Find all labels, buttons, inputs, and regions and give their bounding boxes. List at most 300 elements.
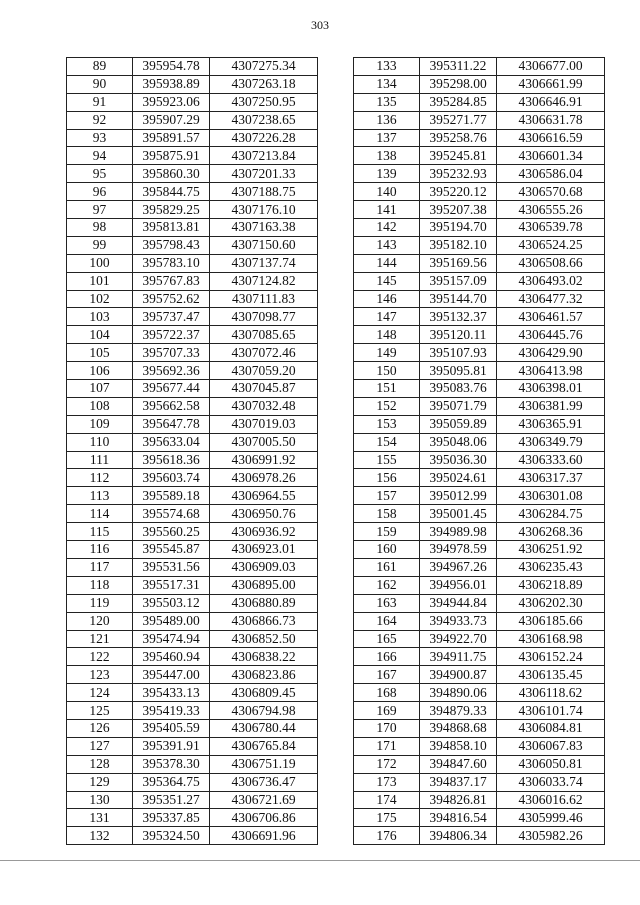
point-number-cell: 91 xyxy=(67,93,133,111)
x-coordinate-cell: 395245.81 xyxy=(420,147,497,165)
x-coordinate-cell: 395132.37 xyxy=(420,308,497,326)
point-number-cell: 106 xyxy=(67,362,133,380)
table-row xyxy=(67,827,318,845)
table-row xyxy=(354,791,605,809)
x-coordinate-cell: 395391.91 xyxy=(133,737,210,755)
point-number-cell: 154 xyxy=(354,433,420,451)
x-coordinate-cell: 395489.00 xyxy=(133,612,210,630)
x-coordinate-cell: 395603.74 xyxy=(133,469,210,487)
y-coordinate-cell: 4306809.45 xyxy=(210,684,318,702)
table-row xyxy=(354,487,605,505)
x-coordinate-cell: 395024.61 xyxy=(420,469,497,487)
y-coordinate-cell: 4307032.48 xyxy=(210,397,318,415)
x-coordinate-cell: 395220.12 xyxy=(420,183,497,201)
y-coordinate-cell: 4306706.86 xyxy=(210,809,318,827)
table-row xyxy=(354,380,605,398)
point-number-cell: 170 xyxy=(354,719,420,737)
table-row xyxy=(354,147,605,165)
y-coordinate-cell: 4307111.83 xyxy=(210,290,318,308)
point-number-cell: 152 xyxy=(354,397,420,415)
x-coordinate-cell: 395324.50 xyxy=(133,827,210,845)
y-coordinate-cell: 4306646.91 xyxy=(497,93,605,111)
table-row xyxy=(354,219,605,237)
y-coordinate-cell: 4306493.02 xyxy=(497,272,605,290)
x-coordinate-cell: 395071.79 xyxy=(420,397,497,415)
y-coordinate-cell: 4306118.62 xyxy=(497,684,605,702)
x-coordinate-cell: 395829.25 xyxy=(133,201,210,219)
y-coordinate-cell: 4306570.68 xyxy=(497,183,605,201)
x-coordinate-cell: 395144.70 xyxy=(420,290,497,308)
point-number-cell: 145 xyxy=(354,272,420,290)
point-number-cell: 173 xyxy=(354,773,420,791)
x-coordinate-cell: 395752.62 xyxy=(133,290,210,308)
y-coordinate-cell: 4306950.76 xyxy=(210,505,318,523)
point-number-cell: 128 xyxy=(67,755,133,773)
point-number-cell: 132 xyxy=(67,827,133,845)
x-coordinate-cell: 394956.01 xyxy=(420,576,497,594)
table-row xyxy=(354,362,605,380)
x-coordinate-cell: 395419.33 xyxy=(133,702,210,720)
x-coordinate-cell: 395271.77 xyxy=(420,111,497,129)
x-coordinate-cell: 395560.25 xyxy=(133,523,210,541)
y-coordinate-cell: 4306736.47 xyxy=(210,773,318,791)
table-row xyxy=(67,755,318,773)
y-coordinate-cell: 4306084.81 xyxy=(497,719,605,737)
point-number-cell: 125 xyxy=(67,702,133,720)
page-bottom-rule xyxy=(0,860,640,861)
table-row xyxy=(67,737,318,755)
x-coordinate-cell: 395364.75 xyxy=(133,773,210,791)
point-number-cell: 175 xyxy=(354,809,420,827)
x-coordinate-cell: 395378.30 xyxy=(133,755,210,773)
table-row xyxy=(354,415,605,433)
table-row xyxy=(67,75,318,93)
table-row xyxy=(354,469,605,487)
point-number-cell: 89 xyxy=(67,58,133,76)
point-number-cell: 157 xyxy=(354,487,420,505)
x-coordinate-cell: 395954.78 xyxy=(133,58,210,76)
y-coordinate-cell: 4306168.98 xyxy=(497,630,605,648)
y-coordinate-cell: 4306349.79 xyxy=(497,433,605,451)
table-row xyxy=(67,111,318,129)
y-coordinate-cell: 4306251.92 xyxy=(497,541,605,559)
table-row xyxy=(354,58,605,76)
x-coordinate-cell: 395813.81 xyxy=(133,219,210,237)
table-row xyxy=(67,469,318,487)
y-coordinate-cell: 4306555.26 xyxy=(497,201,605,219)
x-coordinate-cell: 395662.58 xyxy=(133,397,210,415)
table-row xyxy=(67,719,318,737)
table-row xyxy=(354,719,605,737)
point-number-cell: 119 xyxy=(67,594,133,612)
point-number-cell: 110 xyxy=(67,433,133,451)
table-row xyxy=(67,773,318,791)
x-coordinate-cell: 394837.17 xyxy=(420,773,497,791)
y-coordinate-cell: 4306866.73 xyxy=(210,612,318,630)
x-coordinate-cell: 395107.93 xyxy=(420,344,497,362)
point-number-cell: 150 xyxy=(354,362,420,380)
x-coordinate-cell: 395875.91 xyxy=(133,147,210,165)
x-coordinate-cell: 395783.10 xyxy=(133,254,210,272)
point-number-cell: 133 xyxy=(354,58,420,76)
table-row xyxy=(354,290,605,308)
point-number-cell: 169 xyxy=(354,702,420,720)
y-coordinate-cell: 4306751.19 xyxy=(210,755,318,773)
x-coordinate-cell: 395767.83 xyxy=(133,272,210,290)
point-number-cell: 102 xyxy=(67,290,133,308)
y-coordinate-cell: 4306586.04 xyxy=(497,165,605,183)
y-coordinate-cell: 4305982.26 xyxy=(497,827,605,845)
y-coordinate-cell: 4306135.45 xyxy=(497,666,605,684)
point-number-cell: 138 xyxy=(354,147,420,165)
x-coordinate-cell: 395284.85 xyxy=(420,93,497,111)
point-number-cell: 137 xyxy=(354,129,420,147)
table-row xyxy=(67,523,318,541)
table-row xyxy=(354,576,605,594)
point-number-cell: 99 xyxy=(67,236,133,254)
point-number-cell: 104 xyxy=(67,326,133,344)
point-number-cell: 113 xyxy=(67,487,133,505)
table-row xyxy=(354,558,605,576)
point-number-cell: 148 xyxy=(354,326,420,344)
point-number-cell: 164 xyxy=(354,612,420,630)
y-coordinate-cell: 4306936.92 xyxy=(210,523,318,541)
coordinates-table-left xyxy=(66,57,318,845)
point-number-cell: 143 xyxy=(354,236,420,254)
table-row xyxy=(67,308,318,326)
x-coordinate-cell: 394944.84 xyxy=(420,594,497,612)
y-coordinate-cell: 4306461.57 xyxy=(497,308,605,326)
y-coordinate-cell: 4307250.95 xyxy=(210,93,318,111)
point-number-cell: 159 xyxy=(354,523,420,541)
x-coordinate-cell: 395048.06 xyxy=(420,433,497,451)
point-number-cell: 155 xyxy=(354,451,420,469)
table-row xyxy=(67,397,318,415)
x-coordinate-cell: 395182.10 xyxy=(420,236,497,254)
x-coordinate-cell: 394826.81 xyxy=(420,791,497,809)
table-row xyxy=(354,129,605,147)
point-number-cell: 100 xyxy=(67,254,133,272)
y-coordinate-cell: 4307124.82 xyxy=(210,272,318,290)
table-row xyxy=(354,75,605,93)
table-row xyxy=(67,541,318,559)
y-coordinate-cell: 4306852.50 xyxy=(210,630,318,648)
table-row xyxy=(354,183,605,201)
y-coordinate-cell: 4306524.25 xyxy=(497,236,605,254)
table-row xyxy=(354,773,605,791)
table-row xyxy=(67,558,318,576)
y-coordinate-cell: 4306067.83 xyxy=(497,737,605,755)
x-coordinate-cell: 395059.89 xyxy=(420,415,497,433)
x-coordinate-cell: 395157.09 xyxy=(420,272,497,290)
point-number-cell: 168 xyxy=(354,684,420,702)
table-row xyxy=(354,111,605,129)
table-row xyxy=(67,183,318,201)
y-coordinate-cell: 4306398.01 xyxy=(497,380,605,398)
y-coordinate-cell: 4307263.18 xyxy=(210,75,318,93)
point-number-cell: 108 xyxy=(67,397,133,415)
point-number-cell: 96 xyxy=(67,183,133,201)
x-coordinate-cell: 395503.12 xyxy=(133,594,210,612)
y-coordinate-cell: 4307019.03 xyxy=(210,415,318,433)
table-row xyxy=(354,684,605,702)
point-number-cell: 163 xyxy=(354,594,420,612)
y-coordinate-cell: 4306909.03 xyxy=(210,558,318,576)
x-coordinate-cell: 395474.94 xyxy=(133,630,210,648)
y-coordinate-cell: 4307150.60 xyxy=(210,236,318,254)
table-row xyxy=(67,93,318,111)
x-coordinate-cell: 395337.85 xyxy=(133,809,210,827)
table-row xyxy=(67,433,318,451)
table-row xyxy=(354,272,605,290)
point-number-cell: 90 xyxy=(67,75,133,93)
y-coordinate-cell: 4306721.69 xyxy=(210,791,318,809)
y-coordinate-cell: 4306631.78 xyxy=(497,111,605,129)
table-row xyxy=(67,272,318,290)
point-number-cell: 103 xyxy=(67,308,133,326)
y-coordinate-cell: 4307176.10 xyxy=(210,201,318,219)
x-coordinate-cell: 394879.33 xyxy=(420,702,497,720)
table-row xyxy=(67,254,318,272)
y-coordinate-cell: 4306381.99 xyxy=(497,397,605,415)
y-coordinate-cell: 4306661.99 xyxy=(497,75,605,93)
point-number-cell: 167 xyxy=(354,666,420,684)
x-coordinate-cell: 394967.26 xyxy=(420,558,497,576)
x-coordinate-cell: 395258.76 xyxy=(420,129,497,147)
point-number-cell: 105 xyxy=(67,344,133,362)
table-row xyxy=(67,147,318,165)
table-row xyxy=(354,505,605,523)
x-coordinate-cell: 394806.34 xyxy=(420,827,497,845)
y-coordinate-cell: 4306923.01 xyxy=(210,541,318,559)
x-coordinate-cell: 394890.06 xyxy=(420,684,497,702)
table-row xyxy=(354,254,605,272)
table-row xyxy=(67,58,318,76)
y-coordinate-cell: 4307005.50 xyxy=(210,433,318,451)
y-coordinate-cell: 4307213.84 xyxy=(210,147,318,165)
table-row xyxy=(354,523,605,541)
x-coordinate-cell: 395692.36 xyxy=(133,362,210,380)
y-coordinate-cell: 4307059.20 xyxy=(210,362,318,380)
x-coordinate-cell: 394922.70 xyxy=(420,630,497,648)
point-number-cell: 134 xyxy=(354,75,420,93)
point-number-cell: 118 xyxy=(67,576,133,594)
table-row xyxy=(354,648,605,666)
x-coordinate-cell: 395083.76 xyxy=(420,380,497,398)
point-number-cell: 107 xyxy=(67,380,133,398)
point-number-cell: 176 xyxy=(354,827,420,845)
table-row xyxy=(354,326,605,344)
x-coordinate-cell: 395938.89 xyxy=(133,75,210,93)
table-row xyxy=(354,344,605,362)
point-number-cell: 122 xyxy=(67,648,133,666)
table-row xyxy=(354,236,605,254)
y-coordinate-cell: 4307275.34 xyxy=(210,58,318,76)
x-coordinate-cell: 395207.38 xyxy=(420,201,497,219)
table-row xyxy=(67,487,318,505)
point-number-cell: 147 xyxy=(354,308,420,326)
point-number-cell: 131 xyxy=(67,809,133,827)
table-row xyxy=(67,290,318,308)
x-coordinate-cell: 395405.59 xyxy=(133,719,210,737)
point-number-cell: 98 xyxy=(67,219,133,237)
x-coordinate-cell: 395923.06 xyxy=(133,93,210,111)
y-coordinate-cell: 4307045.87 xyxy=(210,380,318,398)
y-coordinate-cell: 4307137.74 xyxy=(210,254,318,272)
point-number-cell: 146 xyxy=(354,290,420,308)
x-coordinate-cell: 394911.75 xyxy=(420,648,497,666)
table-row xyxy=(354,755,605,773)
point-number-cell: 140 xyxy=(354,183,420,201)
x-coordinate-cell: 395891.57 xyxy=(133,129,210,147)
table-row xyxy=(67,129,318,147)
table-row xyxy=(354,308,605,326)
table-row xyxy=(354,630,605,648)
point-number-cell: 162 xyxy=(354,576,420,594)
x-coordinate-cell: 394816.54 xyxy=(420,809,497,827)
y-coordinate-cell: 4306978.26 xyxy=(210,469,318,487)
coordinates-table-right xyxy=(353,57,605,845)
y-coordinate-cell: 4306991.92 xyxy=(210,451,318,469)
x-coordinate-cell: 394847.60 xyxy=(420,755,497,773)
y-coordinate-cell: 4306823.86 xyxy=(210,666,318,684)
table-row xyxy=(354,165,605,183)
y-coordinate-cell: 4306301.08 xyxy=(497,487,605,505)
point-number-cell: 111 xyxy=(67,451,133,469)
x-coordinate-cell: 395447.00 xyxy=(133,666,210,684)
x-coordinate-cell: 395722.37 xyxy=(133,326,210,344)
point-number-cell: 101 xyxy=(67,272,133,290)
x-coordinate-cell: 395860.30 xyxy=(133,165,210,183)
y-coordinate-cell: 4306677.00 xyxy=(497,58,605,76)
y-coordinate-cell: 4306895.00 xyxy=(210,576,318,594)
x-coordinate-cell: 395618.36 xyxy=(133,451,210,469)
x-coordinate-cell: 395001.45 xyxy=(420,505,497,523)
x-coordinate-cell: 395647.78 xyxy=(133,415,210,433)
table-row xyxy=(354,93,605,111)
y-coordinate-cell: 4306429.90 xyxy=(497,344,605,362)
x-coordinate-cell: 395677.44 xyxy=(133,380,210,398)
point-number-cell: 127 xyxy=(67,737,133,755)
x-coordinate-cell: 395311.22 xyxy=(420,58,497,76)
y-coordinate-cell: 4306616.59 xyxy=(497,129,605,147)
point-number-cell: 139 xyxy=(354,165,420,183)
point-number-cell: 158 xyxy=(354,505,420,523)
x-coordinate-cell: 395120.11 xyxy=(420,326,497,344)
table-row xyxy=(354,397,605,415)
table-row xyxy=(354,737,605,755)
table-row xyxy=(354,827,605,845)
y-coordinate-cell: 4306268.36 xyxy=(497,523,605,541)
table-row xyxy=(67,666,318,684)
y-coordinate-cell: 4305999.46 xyxy=(497,809,605,827)
x-coordinate-cell: 395194.70 xyxy=(420,219,497,237)
x-coordinate-cell: 395574.68 xyxy=(133,505,210,523)
point-number-cell: 171 xyxy=(354,737,420,755)
y-coordinate-cell: 4306765.84 xyxy=(210,737,318,755)
table-row xyxy=(67,809,318,827)
y-coordinate-cell: 4306101.74 xyxy=(497,702,605,720)
y-coordinate-cell: 4306218.89 xyxy=(497,576,605,594)
y-coordinate-cell: 4306477.32 xyxy=(497,290,605,308)
point-number-cell: 115 xyxy=(67,523,133,541)
x-coordinate-cell: 395298.00 xyxy=(420,75,497,93)
point-number-cell: 129 xyxy=(67,773,133,791)
table-row xyxy=(67,201,318,219)
point-number-cell: 94 xyxy=(67,147,133,165)
x-coordinate-cell: 395633.04 xyxy=(133,433,210,451)
table-row xyxy=(67,344,318,362)
x-coordinate-cell: 395433.13 xyxy=(133,684,210,702)
point-number-cell: 174 xyxy=(354,791,420,809)
table-row xyxy=(67,702,318,720)
x-coordinate-cell: 395737.47 xyxy=(133,308,210,326)
x-coordinate-cell: 395012.99 xyxy=(420,487,497,505)
table-row xyxy=(67,326,318,344)
y-coordinate-cell: 4307188.75 xyxy=(210,183,318,201)
y-coordinate-cell: 4306185.66 xyxy=(497,612,605,630)
point-number-cell: 172 xyxy=(354,755,420,773)
table-row xyxy=(354,594,605,612)
table-row xyxy=(354,201,605,219)
y-coordinate-cell: 4306284.75 xyxy=(497,505,605,523)
x-coordinate-cell: 394989.98 xyxy=(420,523,497,541)
point-number-cell: 130 xyxy=(67,791,133,809)
point-number-cell: 121 xyxy=(67,630,133,648)
y-coordinate-cell: 4307098.77 xyxy=(210,308,318,326)
point-number-cell: 126 xyxy=(67,719,133,737)
table-row xyxy=(67,576,318,594)
point-number-cell: 124 xyxy=(67,684,133,702)
point-number-cell: 95 xyxy=(67,165,133,183)
x-coordinate-cell: 394868.68 xyxy=(420,719,497,737)
point-number-cell: 144 xyxy=(354,254,420,272)
table-row xyxy=(354,666,605,684)
table-row xyxy=(354,702,605,720)
table-row xyxy=(67,380,318,398)
point-number-cell: 153 xyxy=(354,415,420,433)
table-row xyxy=(354,451,605,469)
y-coordinate-cell: 4307085.65 xyxy=(210,326,318,344)
point-number-cell: 92 xyxy=(67,111,133,129)
table-row xyxy=(67,791,318,809)
y-coordinate-cell: 4306050.81 xyxy=(497,755,605,773)
x-coordinate-cell: 395798.43 xyxy=(133,236,210,254)
y-coordinate-cell: 4306539.78 xyxy=(497,219,605,237)
y-coordinate-cell: 4306508.66 xyxy=(497,254,605,272)
table-row xyxy=(67,630,318,648)
x-coordinate-cell: 395517.31 xyxy=(133,576,210,594)
point-number-cell: 141 xyxy=(354,201,420,219)
y-coordinate-cell: 4307238.65 xyxy=(210,111,318,129)
point-number-cell: 109 xyxy=(67,415,133,433)
x-coordinate-cell: 395707.33 xyxy=(133,344,210,362)
x-coordinate-cell: 394933.73 xyxy=(420,612,497,630)
page-number: 303 xyxy=(311,18,329,32)
table-row xyxy=(67,451,318,469)
y-coordinate-cell: 4306333.60 xyxy=(497,451,605,469)
point-number-cell: 120 xyxy=(67,612,133,630)
table-row xyxy=(67,648,318,666)
point-number-cell: 160 xyxy=(354,541,420,559)
point-number-cell: 135 xyxy=(354,93,420,111)
table-row xyxy=(67,594,318,612)
y-coordinate-cell: 4306413.98 xyxy=(497,362,605,380)
table-row xyxy=(67,612,318,630)
y-coordinate-cell: 4306016.62 xyxy=(497,791,605,809)
x-coordinate-cell: 395460.94 xyxy=(133,648,210,666)
table-row xyxy=(354,433,605,451)
